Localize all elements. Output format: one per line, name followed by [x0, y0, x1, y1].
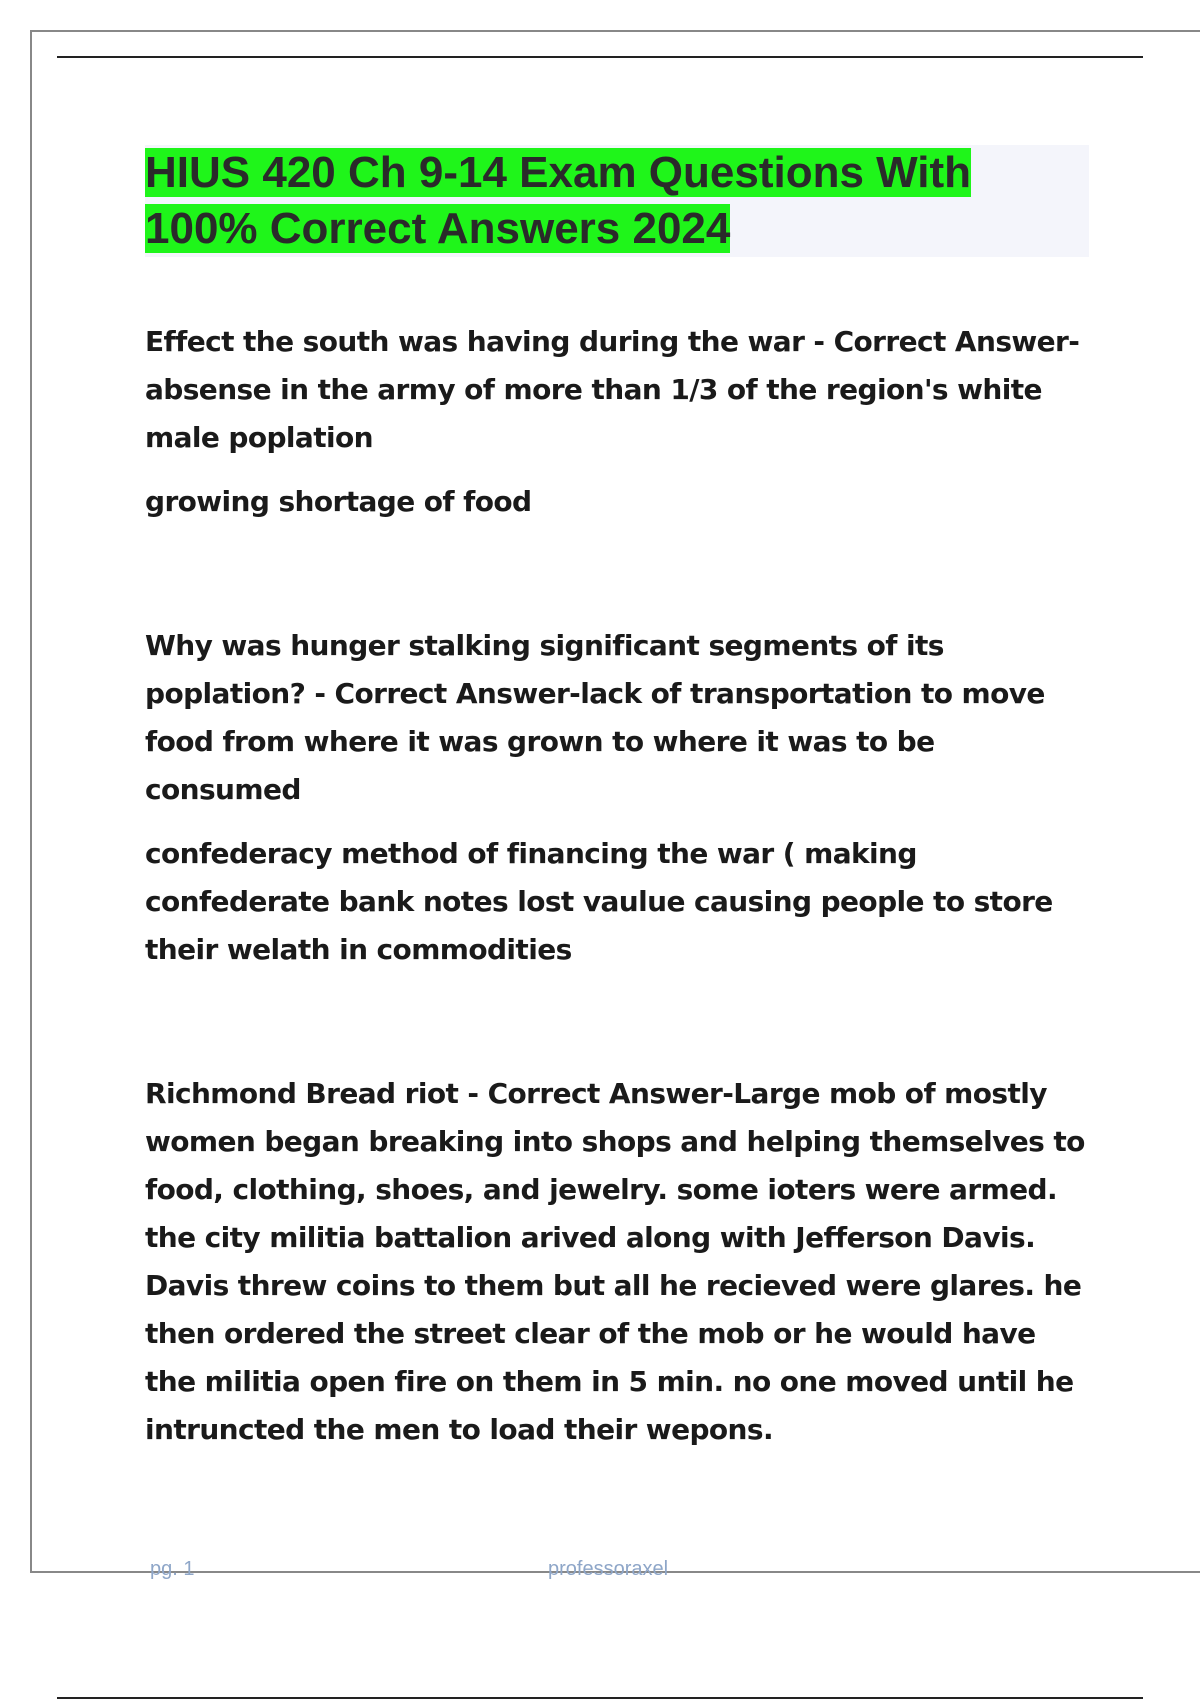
page-number: pg. 1 [150, 1558, 195, 1580]
qa-item [145, 1070, 1090, 1454]
document-title [145, 145, 1089, 257]
qa-question-answer: Richmond Bread riot - Correct Answer-Large mob of mostly women began breaking into shops and helping themselves to food, clothing, shoes, and jewelry. some ioters were armed. the city militia battalion arived along with Jefferson Davis. Davis threw coins to them but all he recieved were glares. he then ordered the street clear of the mob or he would have the militia open fire on them in 5 min. no one moved until he intruncted the men to load their wepons. [145, 1077, 1085, 1446]
qa-question-answer: Effect the south was having during the war - Correct Answer-absense in the army of more than 1/3 of the region's white male poplation [145, 325, 1080, 454]
title-line-2: 100% Correct Answers 2024 [145, 204, 731, 253]
qa-content [145, 318, 1090, 1454]
title-line-1: HIUS 420 Ch 9-14 Exam Questions With [145, 148, 972, 197]
top-rule [57, 56, 1143, 58]
qa-question-answer: Why was hunger stalking significant segments of its poplation? - Correct Answer-lack of transportation to move food from where it was grown to where it was to be consumed [145, 629, 1045, 806]
footer-author: professoraxel [548, 1558, 669, 1580]
qa-extra-answer: confederacy method of financing the war ( making confederate bank notes lost vaulue causing people to store their welath in commodities [145, 837, 1053, 966]
qa-item [145, 622, 1090, 974]
qa-item [145, 318, 1090, 526]
qa-extra-answer: growing shortage of food [145, 485, 532, 518]
bottom-rule [57, 1697, 1143, 1699]
title-block [145, 145, 1089, 257]
